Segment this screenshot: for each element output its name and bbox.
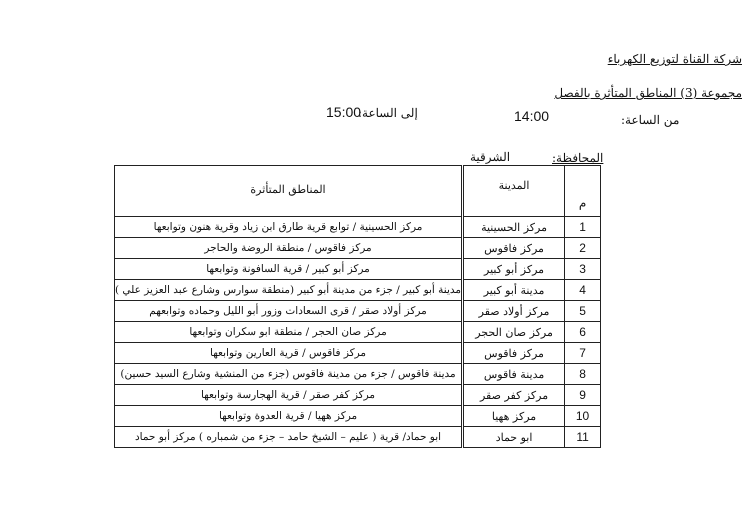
row-number: 11: [565, 427, 601, 448]
row-areas: مركز فاقوس / قرية العارين وتوابعها: [115, 343, 463, 364]
row-city: مركز فاقوس: [463, 343, 565, 364]
table-row: [115, 406, 601, 427]
table-header-row: [115, 166, 601, 217]
row-areas: مدينة فاقوس / جزء من مدينة فاقوس (جزء من المنشية وشارع السيد حسين): [115, 364, 463, 385]
table-row: [115, 364, 601, 385]
company-name: شركة القناة لتوزيع الكهرباء: [607, 52, 742, 66]
row-number: 4: [565, 280, 601, 301]
table-row: [115, 301, 601, 322]
row-city: مركز كفر صقر: [463, 385, 565, 406]
row-city: مدينة أبو كبير: [463, 280, 565, 301]
row-city: مركز ههيا: [463, 406, 565, 427]
table-row: [115, 427, 601, 448]
table-row: [115, 322, 601, 343]
row-areas: مدينة أبو كبير / جزء من مدينة أبو كبير (منطقة سوارس وشارع عبد العزيز علي ): [115, 280, 463, 301]
row-city: مركز أولاد صقر: [463, 301, 565, 322]
row-number: 3: [565, 259, 601, 280]
table-row: [115, 280, 601, 301]
row-number: 1: [565, 217, 601, 238]
row-city: مدينة فاقوس: [463, 364, 565, 385]
row-city: مركز فاقوس: [463, 238, 565, 259]
row-number: 2: [565, 238, 601, 259]
row-areas: مركز أبو كبير / قرية السافونة وتوابعها: [115, 259, 463, 280]
row-areas: مركز صان الحجر / منطقة ابو سكران وتوابعها: [115, 322, 463, 343]
row-number: 10: [565, 406, 601, 427]
row-areas: مركز أولاد صقر / قرى السعادات وزور أبو الليل وحماده وتوابعهم: [115, 301, 463, 322]
row-city: ابو حماد: [463, 427, 565, 448]
row-number: 6: [565, 322, 601, 343]
row-number: 7: [565, 343, 601, 364]
row-areas: مركز كفر صقر / قرية الهجارسة وتوابعها: [115, 385, 463, 406]
time-to-value: 15:00: [326, 104, 362, 120]
row-areas: مركز الحسينية / توابع قرية طارق ابن زياد وقرية هنون وتوابعها: [115, 217, 463, 238]
time-from-value: 14:00: [514, 108, 550, 124]
row-number: 5: [565, 301, 601, 322]
header-num: م: [565, 166, 601, 217]
row-city: مركز صان الحجر: [463, 322, 565, 343]
row-areas: ابو حماد/ قرية ( عليم – الشيخ حامد – جزء من شمباره ) مركز أبو حماد: [115, 427, 463, 448]
table-row: [115, 343, 601, 364]
table-row: [115, 385, 601, 406]
header-areas: المناطق المتأثرة: [115, 166, 463, 217]
time-from-label: من الساعة:: [621, 113, 680, 127]
table-row: [115, 238, 601, 259]
row-city: مركز أبو كبير: [463, 259, 565, 280]
affected-areas-table: [114, 165, 601, 448]
time-to-label: إلى الساعة:: [358, 106, 418, 120]
table-row: [115, 259, 601, 280]
table-row: [115, 217, 601, 238]
governorate-value: الشرقية: [470, 150, 511, 164]
row-city: مركز الحسينية: [463, 217, 565, 238]
header-city: المدينة: [463, 166, 565, 217]
row-number: 9: [565, 385, 601, 406]
row-areas: مركز ههيا / قرية العدوة وتوابعها: [115, 406, 463, 427]
row-areas: مركز فاقوس / منطقة الروضة والحاجر: [115, 238, 463, 259]
row-number: 8: [565, 364, 601, 385]
group-title: مجموعة (3) المناطق المتأثرة بالفصل: [554, 86, 742, 100]
governorate-label: المحافظة:: [552, 151, 604, 165]
